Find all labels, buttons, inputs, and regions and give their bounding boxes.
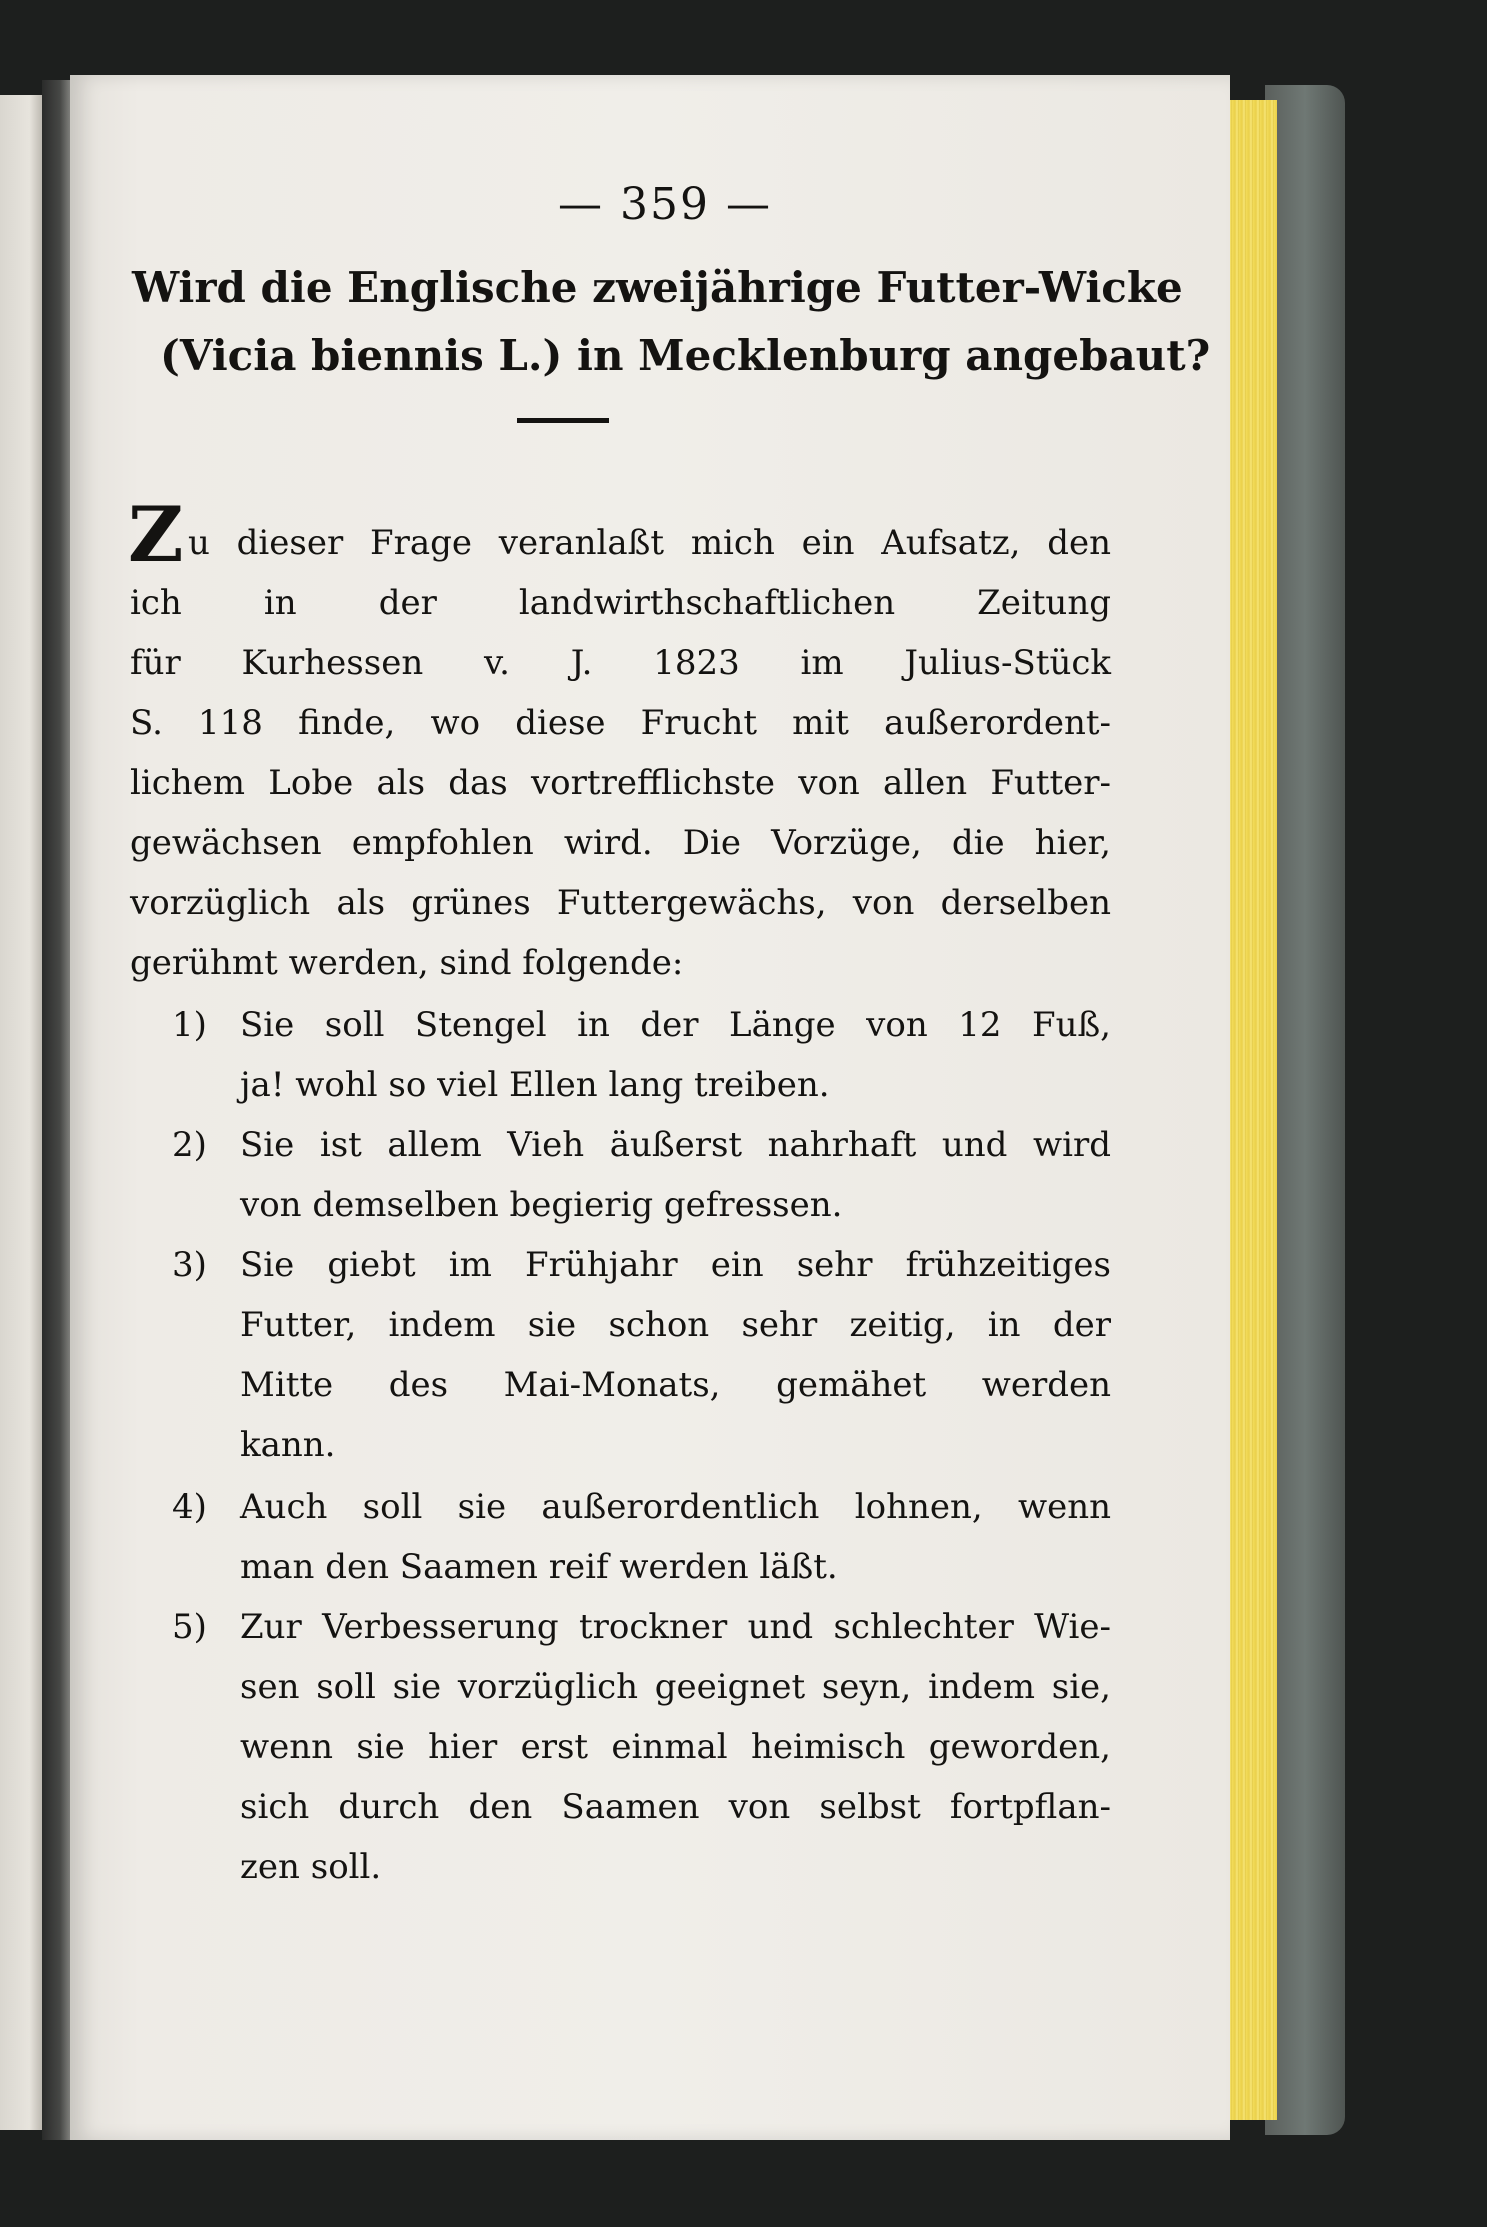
list-item-line: ja! wohl so viel Ellen lang treiben. (240, 1065, 830, 1105)
intro-line: vorzüglich als grünes Futtergewächs, von derselben (130, 883, 1111, 923)
list-item-line: man den Saamen reif werden läßt. (240, 1547, 838, 1587)
intro-line: u dieser Frage veranlaßt mich ein Aufsatz, den (188, 523, 1111, 563)
title-line-2: (Vicia biennis L.) in Mecklenburg angebaut? (160, 331, 1211, 380)
list-item-line: sen soll sie vorzüglich geeignet seyn, indem sie, (240, 1667, 1111, 1707)
list-item-number: 5) (172, 1607, 207, 1647)
title-line-1: Wird die Englische zweijährige Futter-Wicke (132, 263, 1183, 312)
book-page (70, 75, 1230, 2140)
list-item-number: 4) (172, 1487, 207, 1527)
intro-line: ich in der landwirthschaftlichen Zeitung (130, 583, 1111, 623)
list-item-line: Sie ist allem Vieh äußerst nahrhaft und wird (240, 1125, 1111, 1165)
list-item-number: 3) (172, 1245, 207, 1285)
left-page-edge (0, 95, 42, 2130)
intro-line: für Kurhessen v. J. 1823 im Julius-Stück (130, 643, 1111, 683)
list-item-line: Zur Verbesserung trockner und schlechter Wie- (240, 1607, 1111, 1647)
drop-initial: Z (128, 490, 184, 579)
book-gutter (42, 80, 72, 2140)
list-item-line: wenn sie hier erst einmal heimisch geworden, (240, 1727, 1111, 1767)
list-item-line: Auch soll sie außerordentlich lohnen, wenn (240, 1487, 1111, 1527)
page-block-edge (1225, 100, 1277, 2120)
list-item-line: von demselben begierig gefressen. (240, 1185, 843, 1225)
list-item-line: sich durch den Saamen von selbst fortpflan- (240, 1787, 1111, 1827)
intro-line: lichem Lobe als das vortrefflichste von allen Futter- (130, 763, 1111, 803)
list-item-line: Mitte des Mai-Monats, gemähet werden (240, 1365, 1111, 1405)
list-item-line: Sie giebt im Frühjahr ein sehr frühzeitiges (240, 1245, 1111, 1285)
list-item-line: Futter, indem sie schon sehr zeitig, in der (240, 1305, 1111, 1345)
title-divider (517, 418, 609, 423)
list-item-line: Sie soll Stengel in der Länge von 12 Fuß, (240, 1005, 1111, 1045)
book-cover-edge (1265, 85, 1345, 2135)
intro-line: gerühmt werden, sind folgende: (130, 943, 684, 983)
intro-line: gewächsen empfohlen wird. Die Vorzüge, die hier, (130, 823, 1111, 863)
intro-line: S. 118 finde, wo diese Frucht mit außerordent- (130, 703, 1111, 743)
list-item-number: 1) (172, 1005, 207, 1045)
list-item-line: kann. (240, 1425, 336, 1465)
list-item-line: zen soll. (240, 1847, 382, 1887)
page-number: — 359 — (558, 179, 772, 230)
list-item-number: 2) (172, 1125, 207, 1165)
